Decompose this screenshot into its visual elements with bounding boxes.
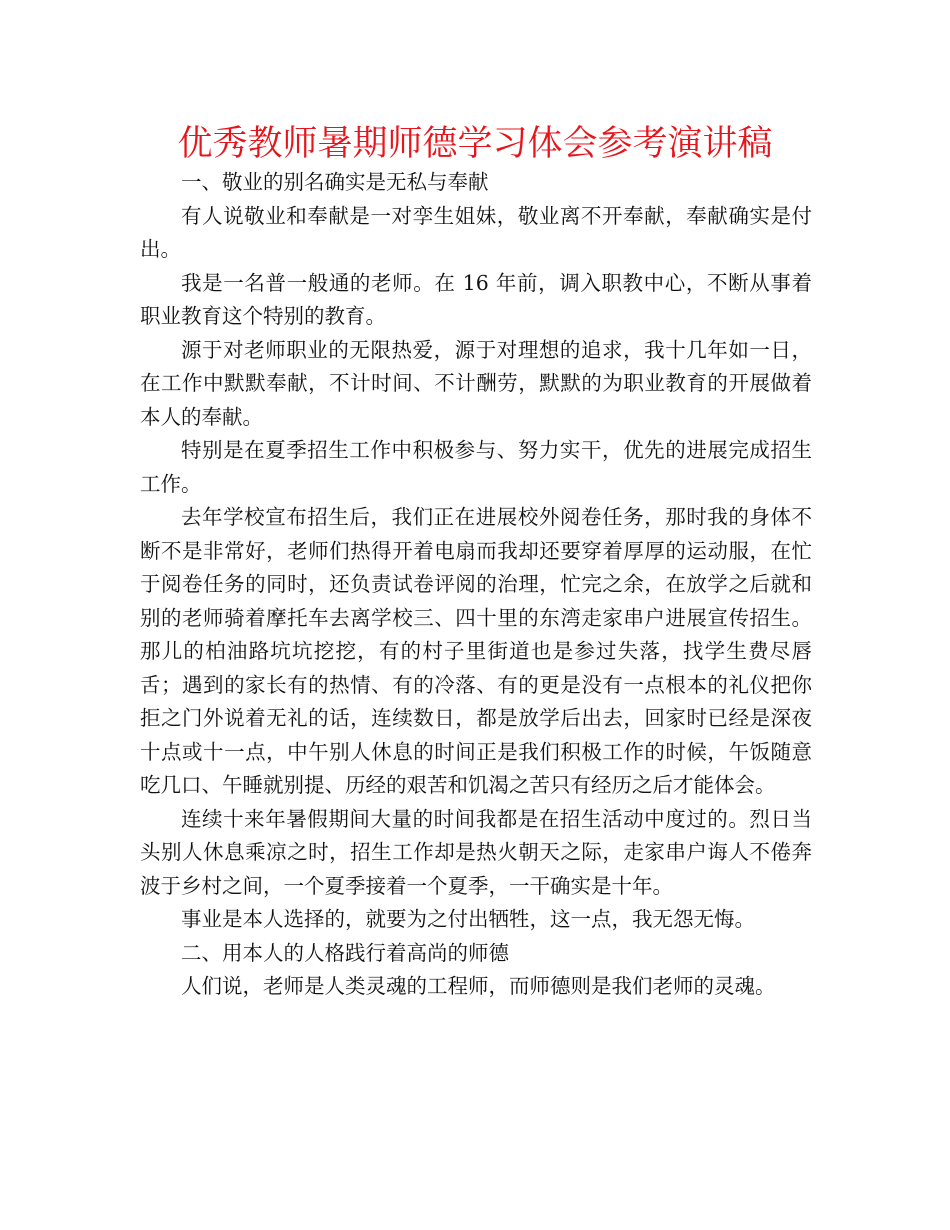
paragraph: 特别是在夏季招生工作中积极参与、努力实干，优先的进展完成招生工作。: [140, 438, 812, 496]
paragraph: 事业是本人选择的，就要为之付出牺牲，这一点，我无怨无悔。: [181, 907, 755, 931]
section-heading-1: 一、敬业的别名确实是无私与奉献: [181, 170, 489, 194]
paragraph: 连续十来年暑假期间大量的时间我都是在招生活动中度过的。烈日当头别人休息乘凉之时，招生工作却是热火朝天之际，走家串户诲人不倦奔波于乡村之间，一个夏季接着一个夏季，一干确实是十年。: [140, 806, 812, 898]
paragraph: 有人说敬业和奉献是一对孪生姐妹，敬业离不开奉献，奉献确实是付出。: [140, 203, 812, 261]
paragraph: 源于对老师职业的无限热爱，源于对理想的追求，我十几年如一日，在工作中默默奉献，不计时间、不计酬劳，默默的为职业教育的开展做着本人的奉献。: [140, 337, 812, 429]
document-body: [140, 166, 812, 1004]
section-heading-2: 二、用本人的人格践行着高尚的师德: [181, 940, 509, 965]
document-title: 优秀教师暑期师德学习体会参考演讲稿: [177, 124, 773, 164]
paragraph: 我是一名普一般通的老师。在 16 年前，调入职教中心，不断从事着职业教育这个特别的教育。: [140, 270, 812, 328]
paragraph: 人们说，老师是人类灵魂的工程师，而师德则是我们老师的灵魂。: [181, 974, 776, 998]
paragraph: 去年学校宣布招生后，我们正在进展校外阅卷任务，那时我的身体不断不是非常好，老师们热得开着电扇而我却还要穿着厚厚的运动服，在忙于阅卷任务的同时，还负责试卷评阅的治理，忙完之余，在放学之后就和别的老师骑着摩托车去离学校三、四十里的东湾走家串户进展宣传招生。那儿的柏油路坑坑挖挖，有的村子里街道也是参过失落，找学生费尽唇舌；遇到的家长有的热情、有的冷落、有的更是没有一点根本的礼仪把你拒之门外说着无礼的话，连续数日，都是放学后出去，回家时已经是深夜十点或十一点，中午别人休息的时间正是我们积极工作的时候，午饭随意吃几口、午睡就别提、历经的艰苦和饥渴之苦只有经历之后才能体会。: [140, 505, 812, 797]
